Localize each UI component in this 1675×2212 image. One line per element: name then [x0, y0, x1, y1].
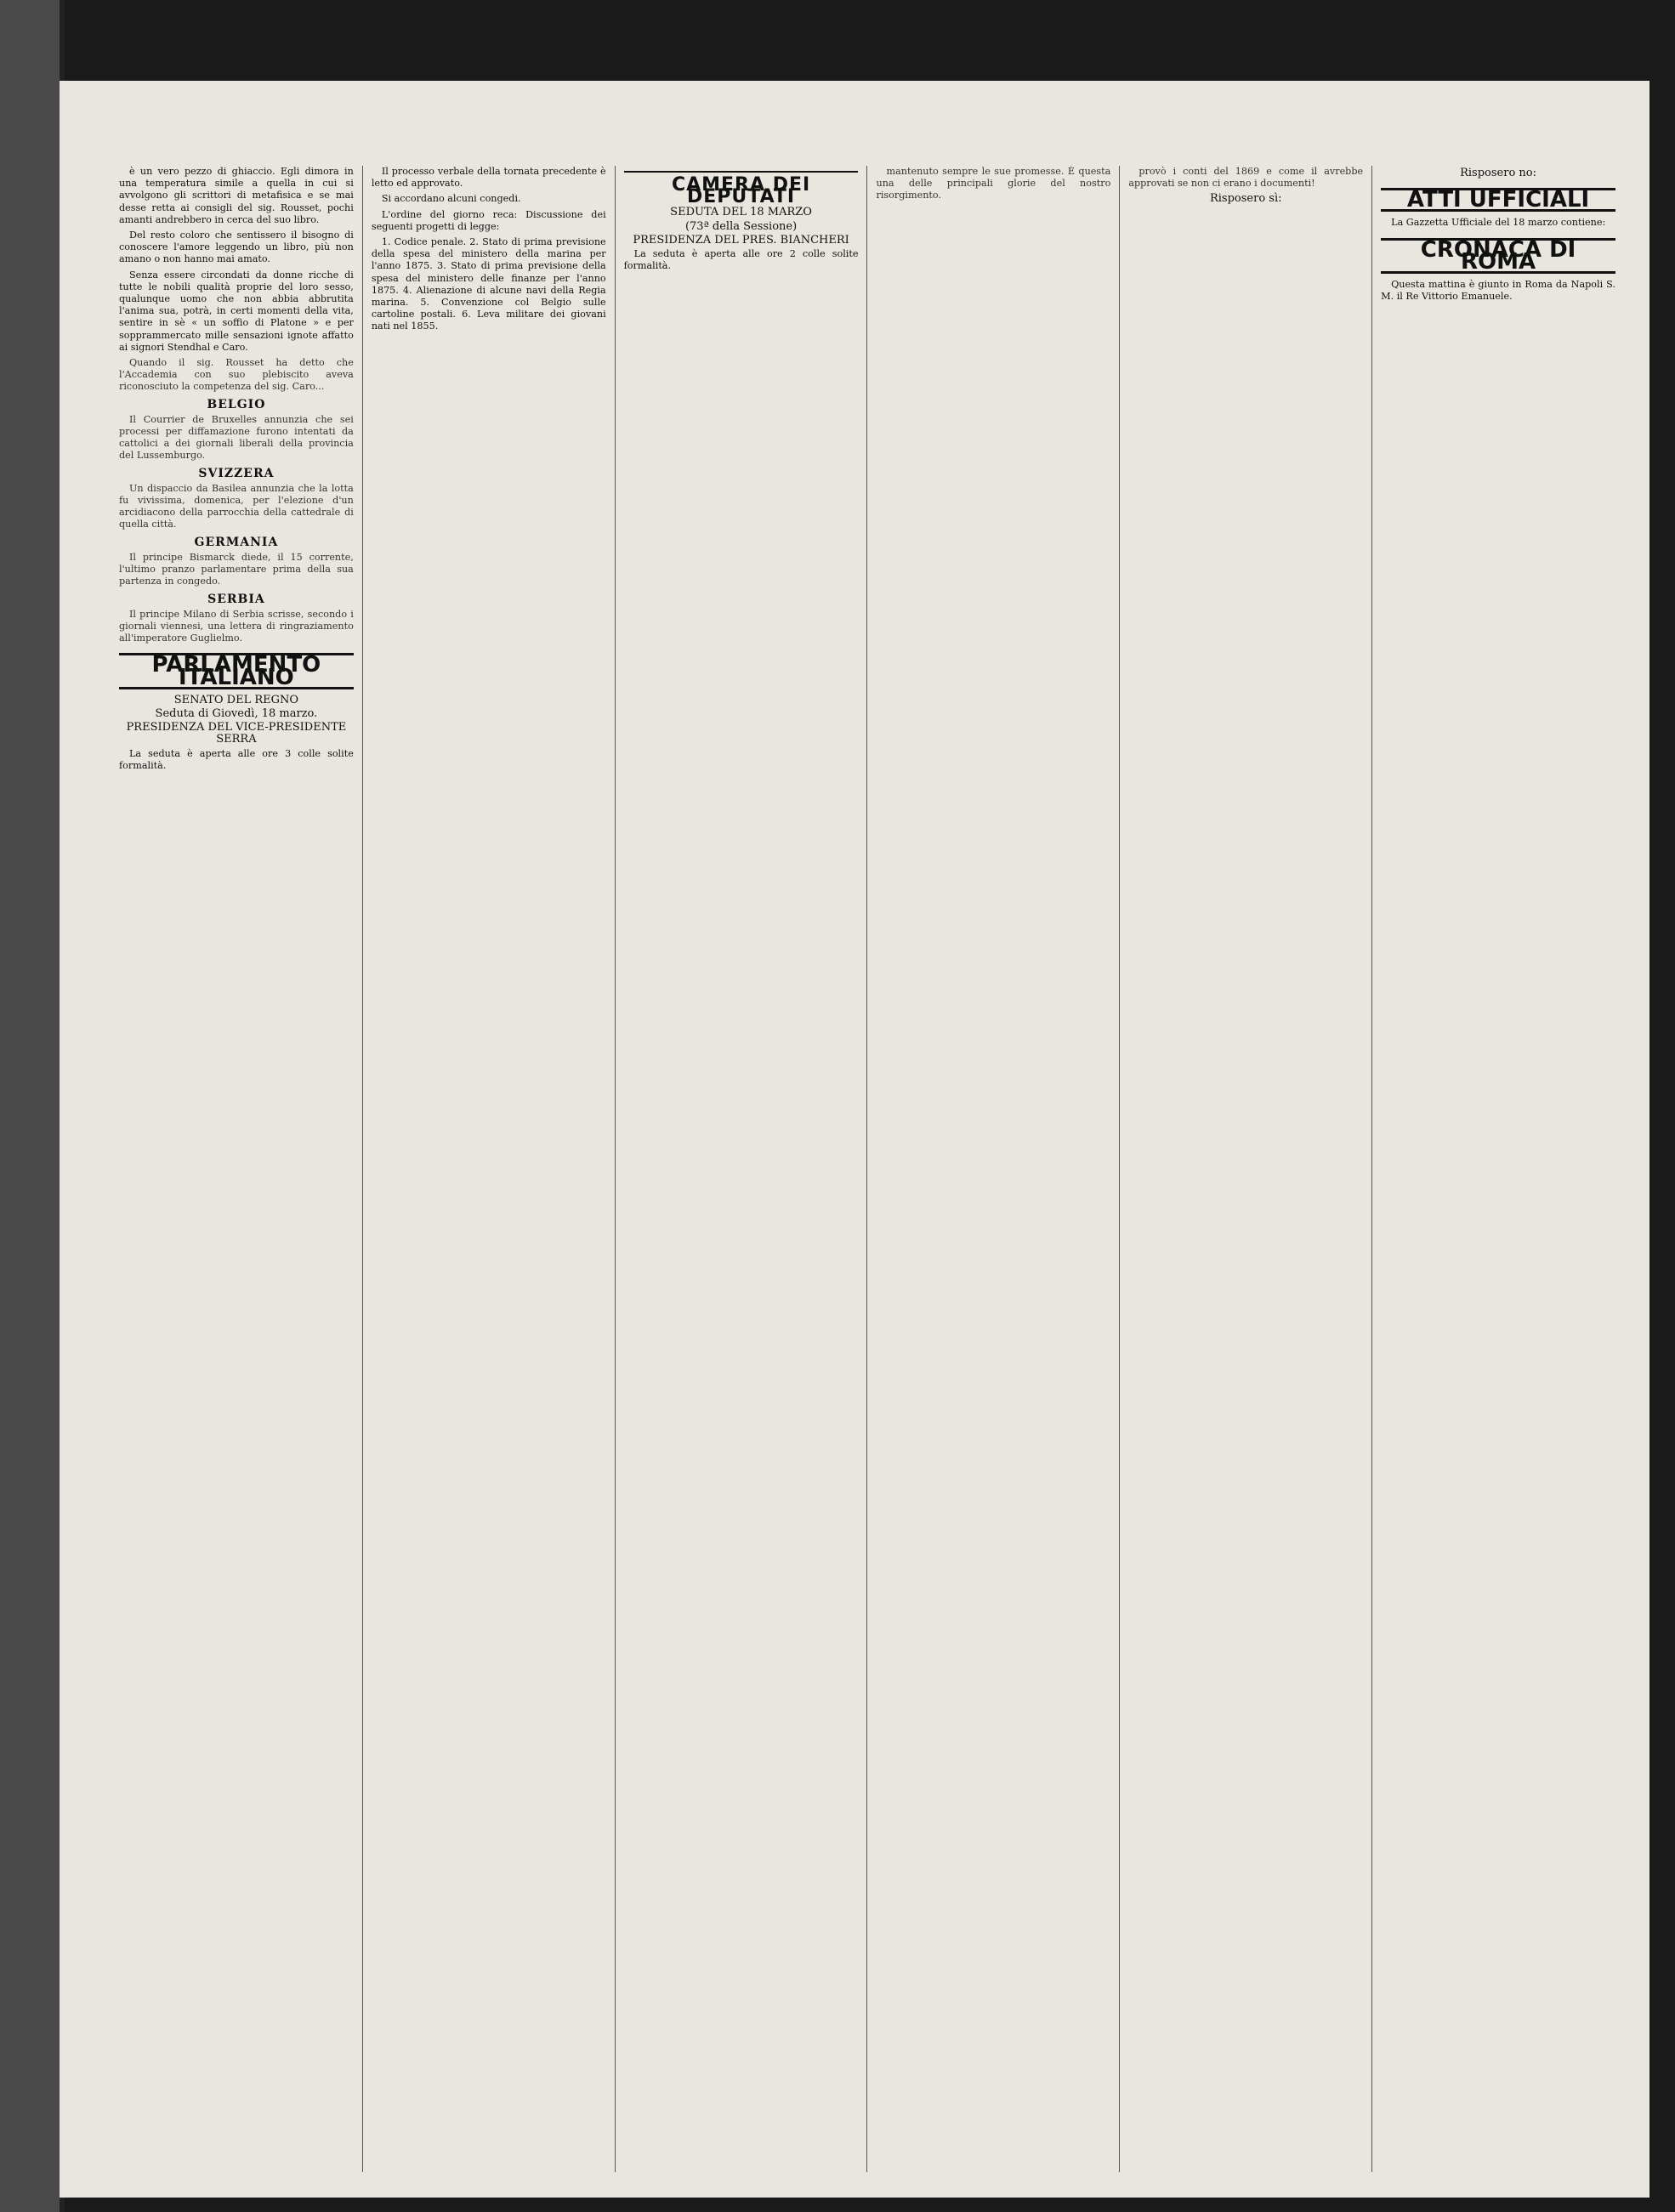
- column-6: [1371, 166, 1624, 2172]
- senate-heading: SENATO DEL REGNO: [173, 693, 299, 706]
- rome-chronicle-heading: CRONACA DI ROMA: [1381, 238, 1615, 274]
- divider: [624, 171, 859, 173]
- paragraph: 1. Codice penale. 2. Stato di prima previsione della spesa del ministero della marina per l'anno 1875. 3. Stato di prima previsione della spesa del ministero delle finanze per l'anno 1875. 4. Alienazione di alcune navi della Regia marina. 5. Convenzione col Belgio sulle cartoline postali. 6. Leva militare dei giovani nati nel 1855.: [371, 236, 606, 332]
- paragraph: La Gazzetta Ufficiale del 18 marzo contiene:: [1391, 217, 1606, 229]
- column-1: [111, 166, 362, 2172]
- column-5: [1119, 166, 1371, 2172]
- paragraph: mantenuto sempre le sue promesse. È questa una delle principali glorie del nostro risorgimento.: [876, 166, 1111, 201]
- paragraph: Del resto coloro che sentissero il bisogno di conoscere l'amore leggendo un libro, più non amano o non hanno mai amato.: [119, 230, 354, 265]
- paragraph: La seduta è aperta alle ore 2 colle solite formalità.: [623, 248, 859, 272]
- parliament-heading: PARLAMENTO ITALIANO: [119, 653, 354, 689]
- column-3: [615, 166, 867, 2172]
- columns: [111, 166, 1624, 2172]
- column-2: [362, 166, 615, 2172]
- paragraph: La seduta è aperta alle ore 3 colle solite formalità.: [119, 747, 354, 771]
- newspaper-page: [60, 81, 1649, 2198]
- binding-gutter: [0, 0, 65, 2212]
- session-number: (73ª della Sessione): [684, 219, 798, 233]
- paragraph: Si accordano alcuni congedi.: [381, 193, 521, 205]
- section-heading: SVIZZERA: [198, 466, 275, 480]
- official-acts-heading: ATTI UFFICIALI: [1381, 188, 1615, 212]
- presidency: PRESIDENZA DEL VICE-PRESIDENTE SERRA: [126, 721, 347, 746]
- paragraph: Il principe Milano di Serbia scrisse, secondo i giornali viennesi, una lettera di ringraziamento all'imperatore Guglielmo.: [119, 608, 354, 644]
- camera-heading: CAMERA DEI DEPUTATI: [671, 174, 811, 208]
- vote-heading: Risposero sì:: [1209, 192, 1282, 206]
- paragraph: Senza essere circondati da donne ricche di tutte le nobili qualità proprie del loro sesso, qualunque uomo che non abbia abbrutita l'anima sua, potrà, in certi momenti della vita, sentire in sè « un soffio di Platone » e per sopprammercato mille sensazioni ignote affatto ai signori Stendhal e Caro.: [119, 269, 354, 353]
- column-4: [866, 166, 1119, 2172]
- paragraph: è un vero pezzo di ghiaccio. Egli dimora in una temperatura simile a quella in cui si avvolgono gli scrittori di metafisica e se mai desse retta ai consigli del sig. Rousset, pochi amanti andrebbero in cerca del suo libro.: [119, 166, 354, 225]
- section-heading: SERBIA: [207, 592, 265, 606]
- paragraph: L'ordine del giorno reca: Discussione dei seguenti progetti di legge:: [371, 208, 606, 232]
- paragraph: Il principe Bismarck diede, il 15 corrente, l'ultimo pranzo parlamentare prima della sua partenza in congedo.: [119, 551, 354, 587]
- session-date: SEDUTA DEL 18 MARZO: [670, 206, 812, 219]
- paragraph: Il Courrier de Bruxelles annunzia che sei processi per diffamazione furono intentati da cattolici a dei giornali liberali della provincia del Lussemburgo.: [119, 413, 354, 462]
- section-heading: BELGIO: [207, 397, 266, 411]
- presidency: PRESIDENZA DEL PRES. BIANCHERI: [633, 233, 849, 247]
- paragraph: Il processo verbale della tornata precedente è letto ed approvato.: [371, 166, 606, 190]
- paragraph: Quando il sig. Rousset ha detto che l'Accademia con suo plebiscito aveva riconosciuto la competenza del sig. Caro...: [119, 357, 354, 393]
- session-date: Seduta di Giovedì, 18 marzo.: [155, 706, 318, 720]
- paragraph: provò i conti del 1869 e come il avrebbe approvati se non ci erano i documenti!: [1128, 166, 1364, 190]
- paragraph: Un dispaccio da Basilea annunzia che la lotta fu vivissima, domenica, per l'elezione d'un arcidiacono della parrocchia della cattedrale di quella città.: [119, 482, 354, 530]
- section-heading: GERMANIA: [194, 535, 279, 549]
- paragraph: Questa mattina è giunto in Roma da Napoli S. M. il Re Vittorio Emanuele.: [1381, 279, 1615, 303]
- vote-heading: Risposero no:: [1460, 167, 1536, 179]
